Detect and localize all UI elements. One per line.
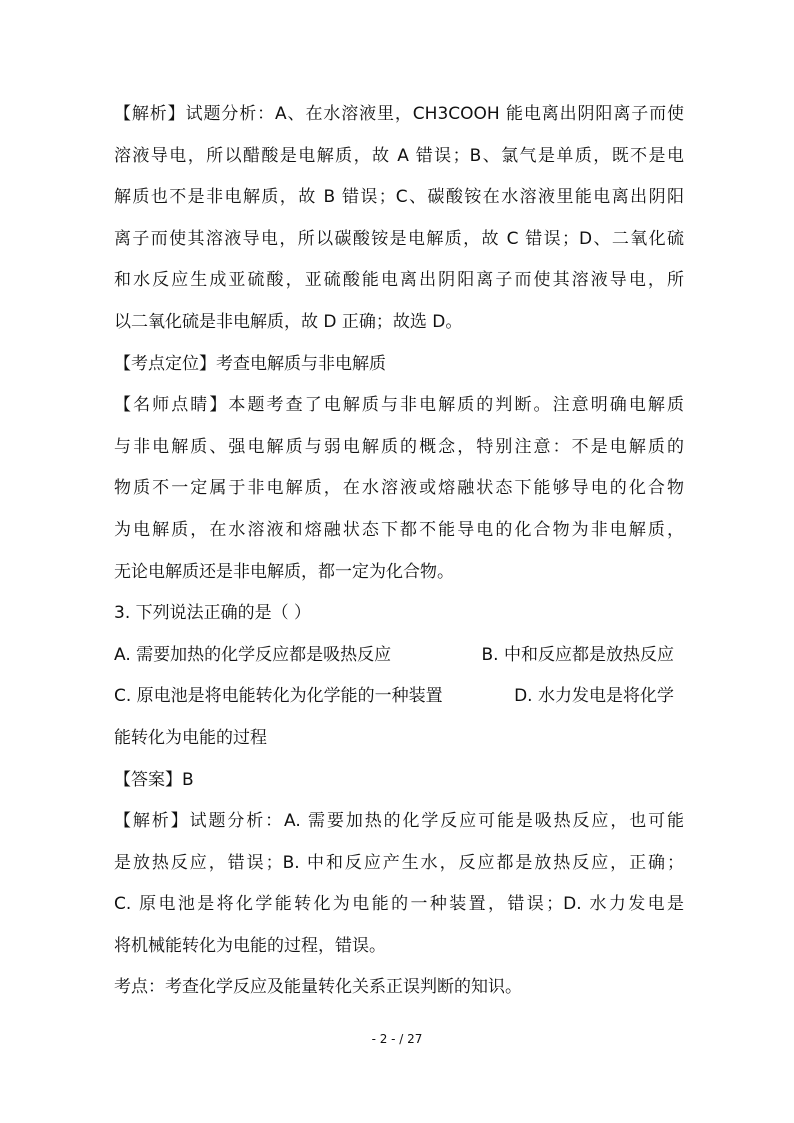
kaodian: 考点：考查化学反应及能量转化关系正误判断的知识。 (114, 977, 522, 998)
question3-options-ab (114, 645, 674, 665)
question3-option-c: C. 原电池是将电能转化为化学能的一种装置 (114, 686, 443, 707)
question3-option-a: A. 需要加热的化学反应都是吸热反应 (114, 644, 392, 665)
analysis2-line-4: 将机械能转化为电能的过程，错误。 (114, 935, 386, 956)
analysis2-line-1: 【解析】试题分析：A. 需要加热的化学反应可能是吸热反应，也可能 (114, 811, 684, 832)
analysis2-line-2: 是放热反应，错误；B. 中和反应产生水，反应都是放热反应，正确； (114, 852, 684, 873)
question3-option-d: D. 水力发电是将化学 (514, 686, 674, 707)
mingshi-line-2: 与非电解质、强电解质与弱电解质的概念，特别注意：不是电解质的 (114, 436, 684, 457)
page-content (114, 104, 684, 1019)
analysis1-line-4: 离子而使其溶液导电，所以碳酸铵是电解质，故 C 错误；D、二氧化硫 (114, 228, 684, 249)
kaodian-dingwei: 【考点定位】考查电解质与非电解质 (114, 353, 386, 374)
question3-stem: 3. 下列说法正确的是（ ） (114, 603, 312, 624)
answer: 【答案】B (114, 769, 194, 790)
question3-options-cd (114, 686, 674, 706)
mingshi-line-1: 【名师点睛】本题考查了电解质与非电解质的判断。注意明确电解质 (114, 395, 684, 416)
page-number: - 2 - / 27 (371, 1032, 423, 1046)
analysis1-line-5: 和水反应生成亚硫酸，亚硫酸能电离出阴阳离子而使其溶液导电，所 (114, 270, 684, 291)
mingshi-line-4: 为电解质，在水溶液和熔融状态下都不能导电的化合物为非电解质， (114, 519, 684, 540)
analysis1-line-3: 解质也不是非电解质，故 B 错误；C、碳酸铵在水溶液里能电离出阴阳 (114, 187, 684, 208)
mingshi-line-3: 物质不一定属于非电解质，在水溶液或熔融状态下能够导电的化合物 (114, 478, 684, 499)
mingshi-line-5: 无论电解质还是非电解质，都一定为化合物。 (114, 561, 454, 582)
analysis1-line-1: 【解析】试题分析：A、在水溶液里，CH3COOH 能电离出阴阳离子而使 (114, 104, 684, 124)
analysis1-line-6: 以二氧化硫是非电解质，故 D 正确；故选 D。 (114, 311, 463, 332)
question3-option-b: B. 中和反应都是放热反应 (481, 644, 674, 665)
question3-option-d-cont: 能转化为电能的过程 (114, 727, 267, 748)
analysis2-line-3: C. 原电池是将化学能转化为电能的一种装置，错误；D. 水力发电是 (114, 894, 684, 915)
analysis1-line-2: 溶液导电，所以醋酸是电解质，故 A 错误；B、氯气是单质，既不是电 (114, 145, 684, 166)
